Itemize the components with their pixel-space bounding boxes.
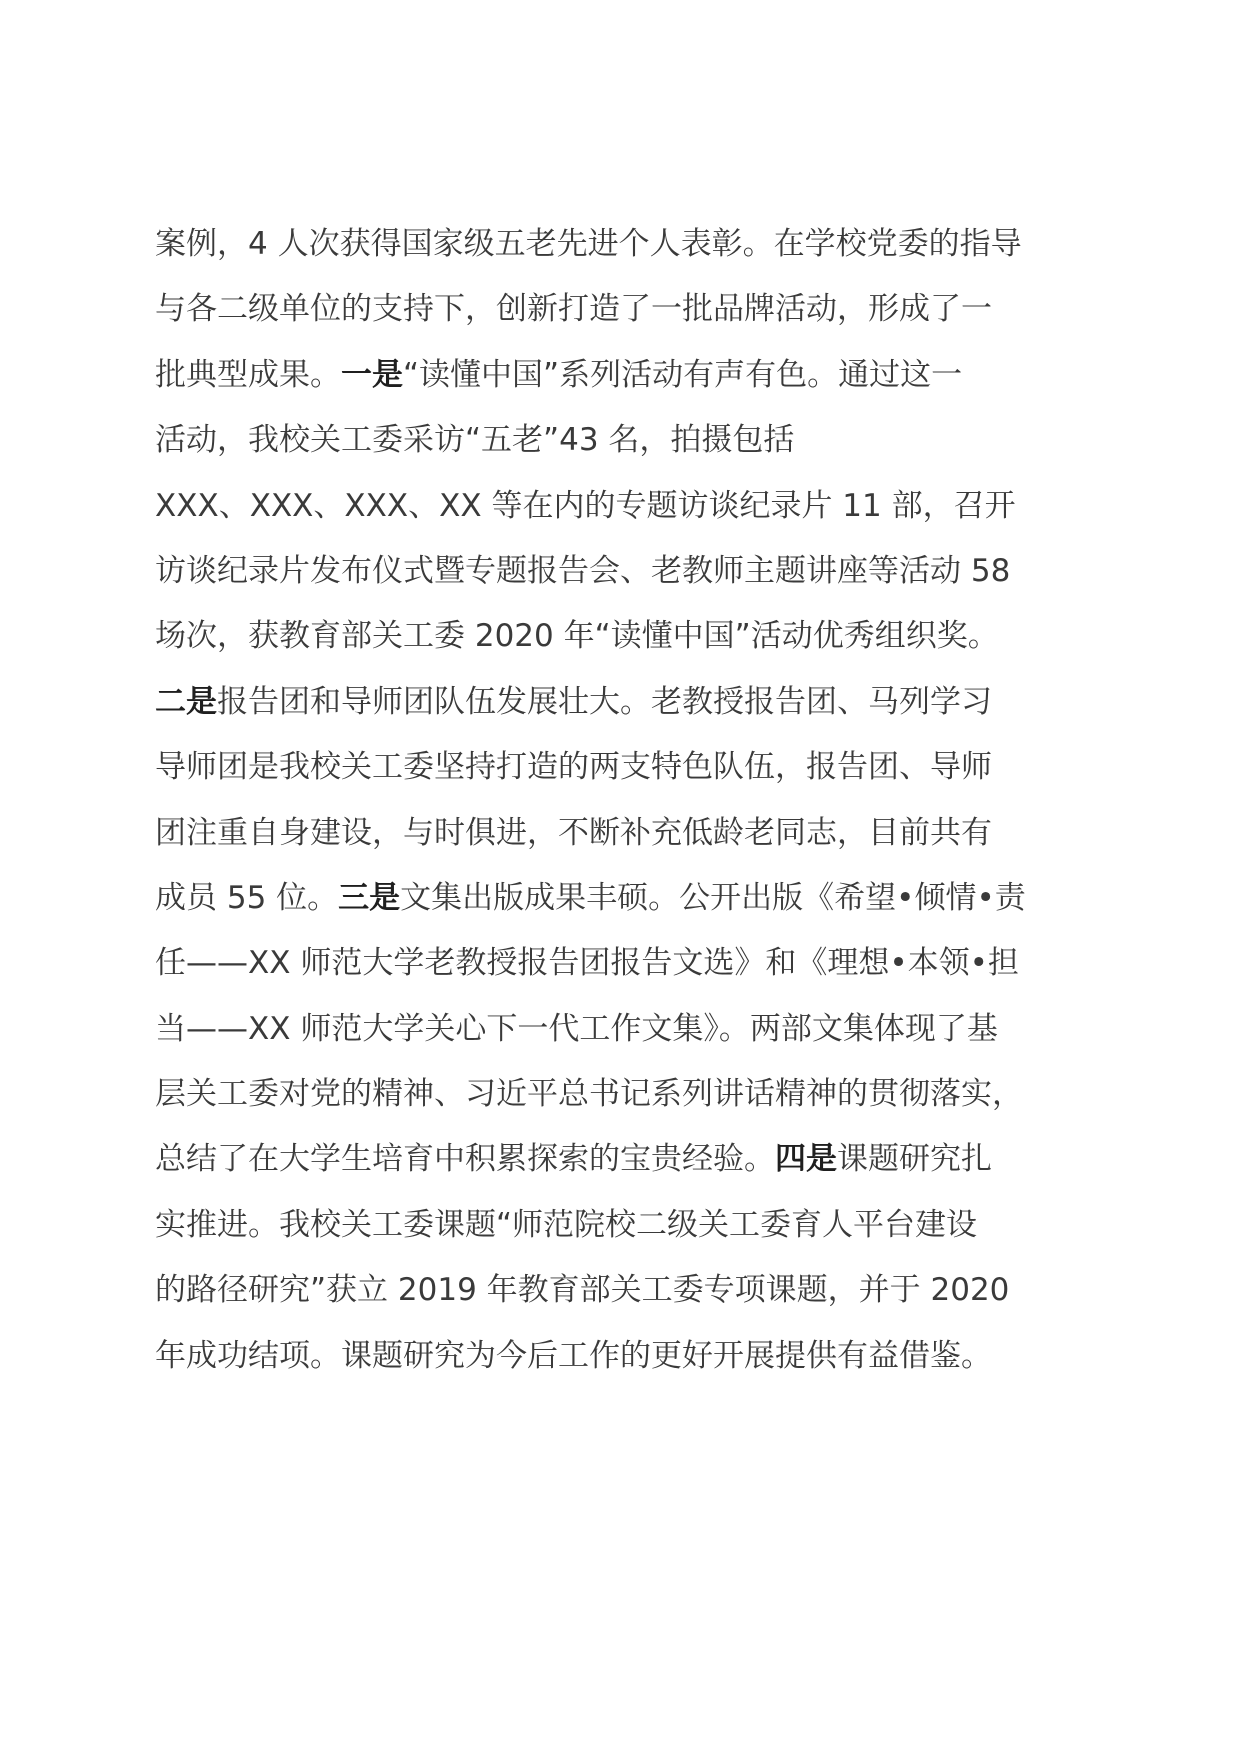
text-run: 报告团和导师团队伍发展壮大。老教授报告团、马列学习 <box>217 683 992 720</box>
text-run: 成员 55 位。 <box>155 879 339 916</box>
text-run: 与各二级单位的支持下，创新打造了一批品牌活动，形成了一 <box>155 291 992 328</box>
text-line <box>155 277 1095 342</box>
text-run: 任——XX 师范大学老教授报告团报告文选》和《理想•本领•担 <box>155 945 1019 982</box>
text-run: 总结了在大学生培育中积累探索的宝贵经验。 <box>155 1141 775 1178</box>
text-run: 批典型成果。 <box>155 356 341 393</box>
section-lead-label: 二是 <box>155 683 217 720</box>
text-run: 团注重自身建设，与时俱进，不断补充低龄老同志，目前共有 <box>155 814 992 851</box>
text-line <box>155 408 1095 473</box>
text-line <box>155 1127 1095 1192</box>
text-run: “读懂中国”系列活动有声有色。通过这一 <box>403 356 963 393</box>
text-line <box>155 1258 1095 1323</box>
section-lead-label: 四是 <box>775 1141 837 1178</box>
text-line <box>155 604 1095 669</box>
text-line <box>155 539 1095 604</box>
text-line <box>155 735 1095 800</box>
text-line <box>155 212 1095 277</box>
text-line <box>155 801 1095 866</box>
text-line <box>155 670 1095 735</box>
text-line <box>155 1193 1095 1258</box>
text-run: 文集出版成果丰硕。公开出版《希望•倾情•责 <box>400 879 1026 916</box>
text-run: 年成功结项。课题研究为今后工作的更好开展提供有益借鉴。 <box>155 1337 992 1374</box>
text-run: 导师团是我校关工委坚持打造的两支特色队伍，报告团、导师 <box>155 749 992 786</box>
text-run: 实推进。我校关工委课题“师范院校二级关工委育人平台建设 <box>155 1206 978 1243</box>
text-run: 课题研究扎 <box>837 1141 992 1178</box>
text-run: 访谈纪录片发布仪式暨专题报告会、老教师主题讲座等活动 58 <box>155 552 1011 589</box>
text-line <box>155 343 1095 408</box>
text-run: 的路径研究”获立 2019 年教育部关工委专项课题，并于 2020 <box>155 1272 1010 1309</box>
section-lead-label: 三是 <box>338 879 401 916</box>
text-run: XXX、XXX、XXX、XX 等在内的专题访谈纪录片 11 部，召开 <box>155 487 1016 524</box>
text-line <box>155 474 1095 539</box>
text-run: 层关工委对党的精神、习近平总书记系列讲话精神的贯彻落实， <box>155 1076 1023 1113</box>
text-line <box>155 931 1095 996</box>
text-run: 活动，我校关工委采访“五老”43 名，拍摄包括 <box>155 422 795 459</box>
section-lead-label: 一是 <box>341 356 403 393</box>
text-line <box>155 997 1095 1062</box>
text-run: 当——XX 师范大学关心下一代工作文集》。两部文集体现了基 <box>155 1010 998 1047</box>
text-run: 场次，获教育部关工委 2020 年“读懂中国”活动优秀组织奖。 <box>155 618 999 655</box>
body-paragraph <box>155 212 1095 1389</box>
text-line <box>155 1062 1095 1127</box>
text-run: 案例，4 人次获得国家级五老先进个人表彰。在学校党委的指导 <box>155 226 1022 262</box>
text-line <box>155 866 1095 931</box>
text-line <box>155 1324 1095 1389</box>
